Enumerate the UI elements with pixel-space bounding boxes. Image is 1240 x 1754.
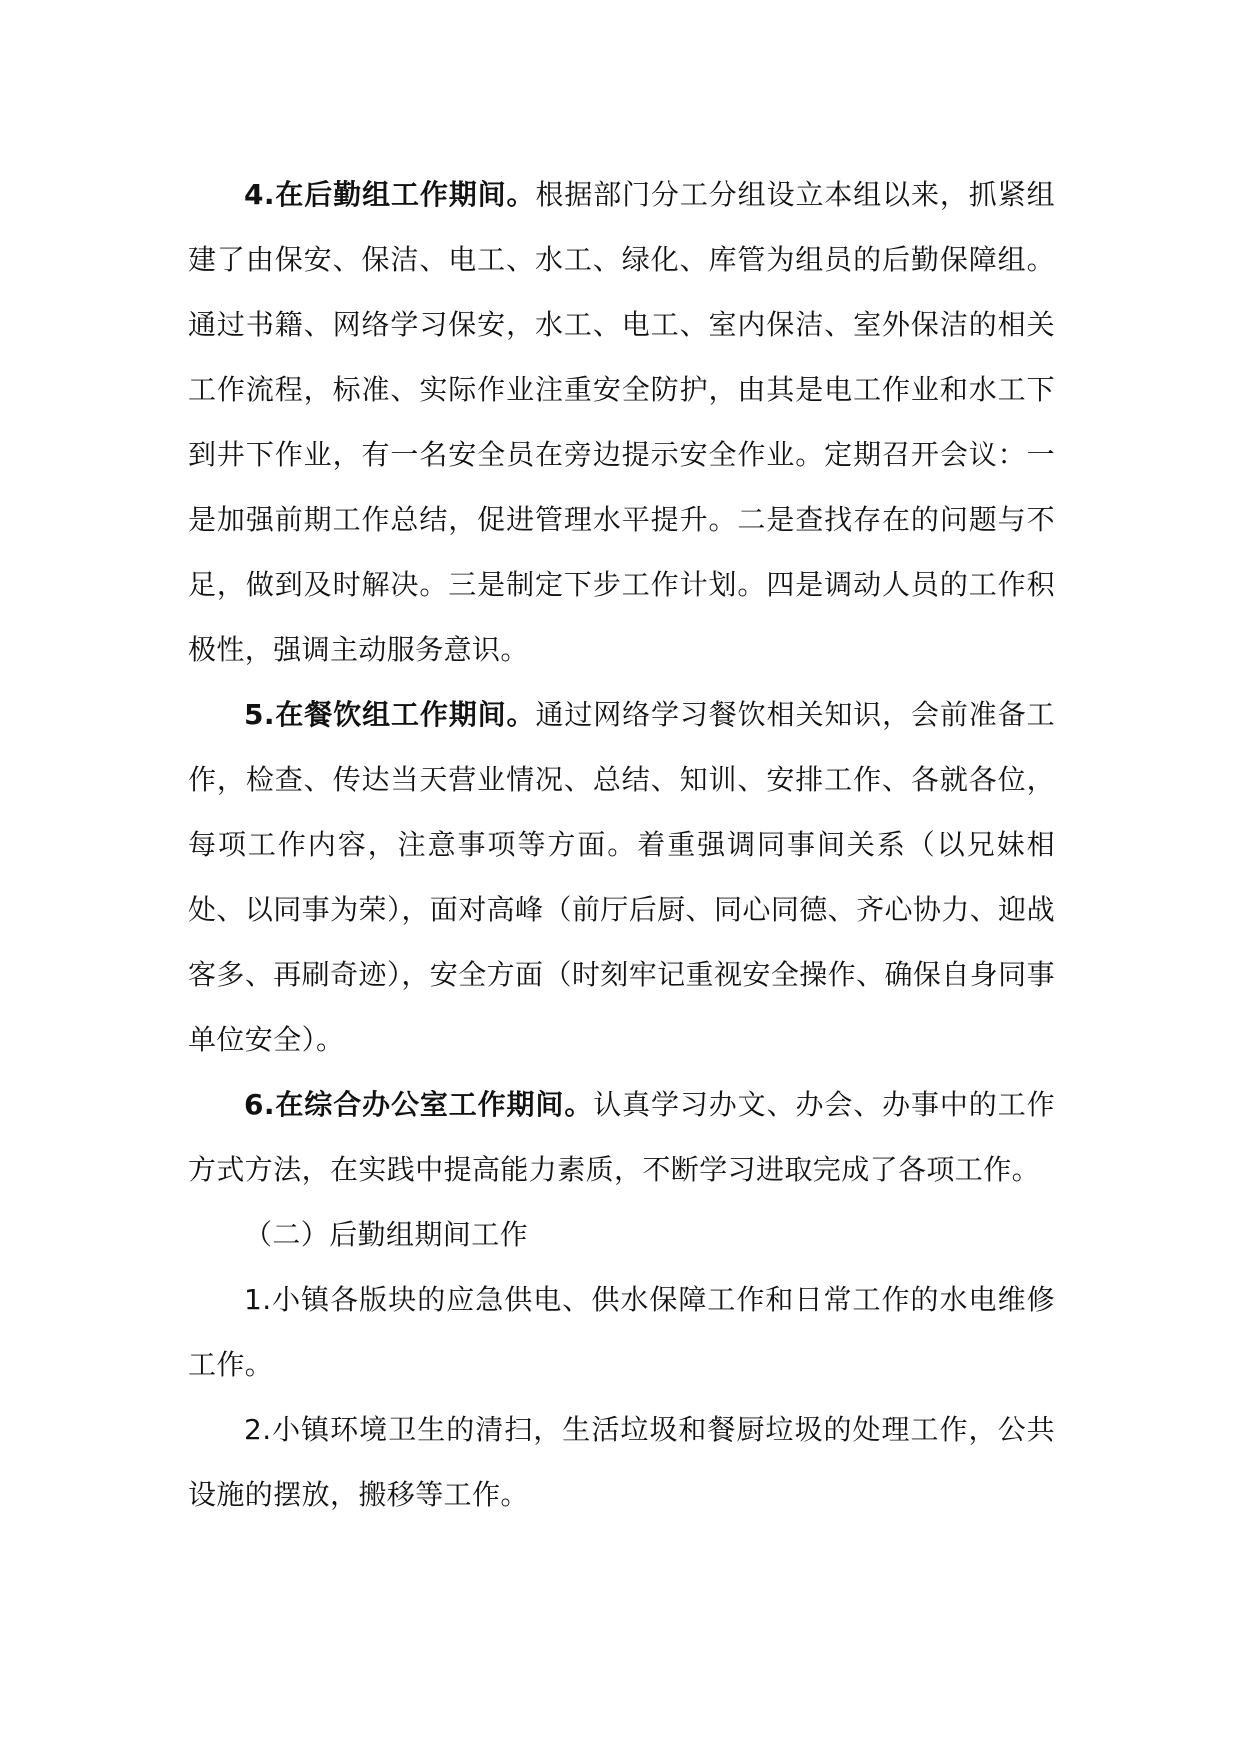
paragraph-body: 根据部门分工分组设立本组以来，抓紧组建了由保安、保洁、电工、水工、绿化、库管为组员的后勤保障组。通过书籍、网络学习保安，水工、电工、室内保洁、室外保洁的相关工作流程，标准、实际作业注重安全防护，由其是电工作业和水工下到井下作业，有一名安全员在旁边提示安全作业。定期召开会议：一是加强前期工作总结，促进管理水平提升。二是查找存在的问题与不足，做到及时解决。三是制定下步工作计划。四是调动人员的工作积极性，强调主动服务意识。: [188, 178, 1055, 666]
paragraph-general-office: [188, 1072, 1055, 1202]
paragraph-lead: 4.在后勤组工作期间。: [244, 178, 536, 211]
paragraph-body: 认真学习办文、办会、办事中的工作方式方法，在实践中提高能力素质，不断学习进取完成了各项工作。: [188, 1088, 1055, 1186]
list-item: 2.小镇环境卫生的清扫，生活垃圾和餐厨垃圾的处理工作，公共设施的摆放，搬移等工作。: [188, 1413, 1055, 1511]
paragraph-logistics-group: [188, 162, 1055, 682]
list-item: 1.小镇各版块的应急供电、供水保障工作和日常工作的水电维修工作。: [188, 1283, 1055, 1381]
paragraph-body: 通过网络学习餐饮相关知识，会前准备工作，检查、传达当天营业情况、总结、知训、安排工作、各就各位，每项工作内容，注意事项等方面。着重强调同事间关系（以兄妹相处、以同事为荣），面对高峰（前厅后厨、同心同德、齐心协力、迎战客多、再刷奇迹），安全方面（时刻牢记重视安全操作、确保自身同事单位安全）。: [188, 698, 1055, 1056]
section-heading: （二）后勤组期间工作: [244, 1218, 529, 1251]
paragraph-lead: 5.在餐饮组工作期间。: [244, 698, 536, 731]
paragraph-lead: 6.在综合办公室工作期间。: [244, 1088, 594, 1121]
paragraph-catering-group: [188, 682, 1055, 1072]
document-page: [188, 162, 1055, 1527]
